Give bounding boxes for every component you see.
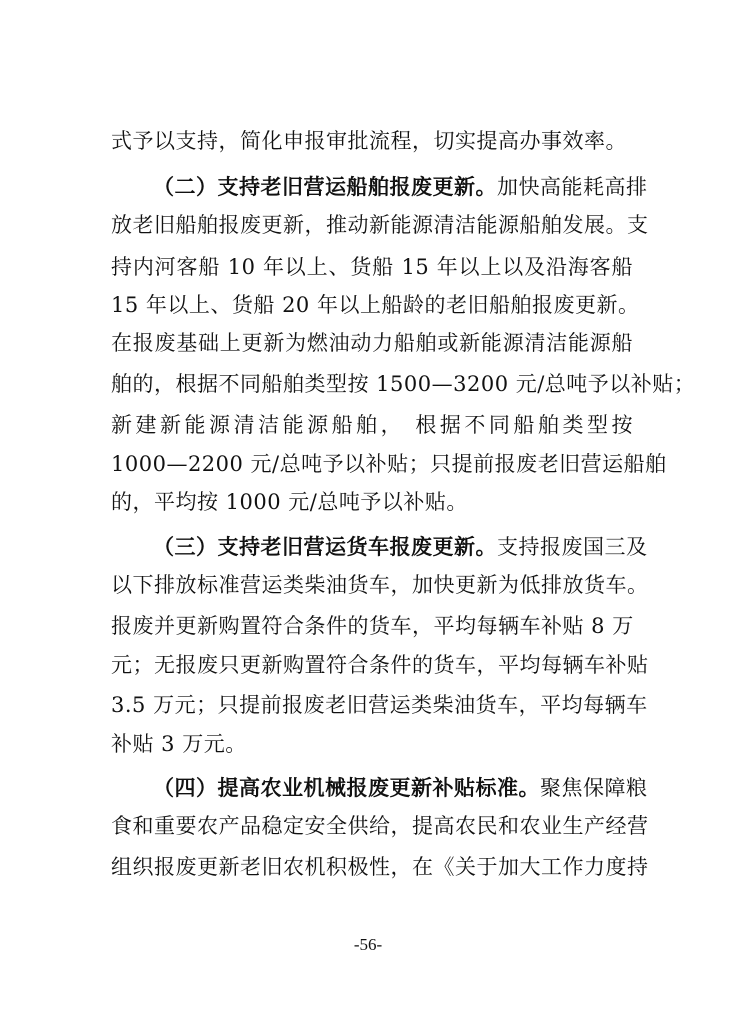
text-line: 舶的，根据不同船舶类型按 1500—3200 元/总吨予以补贴； xyxy=(111,372,696,396)
text-line: （二）支持老旧营运船舶报废更新。加快高能耗高排 xyxy=(153,174,648,199)
text-line: 以下排放标准营运类柴油货车，加快更新为低排放货车。 xyxy=(111,573,649,597)
page-number: -56- xyxy=(353,935,383,954)
text-line: （四）提高农业机械报废更新补贴标准。聚焦保障粮 xyxy=(153,775,648,800)
text-line: 食和重要农产品稳定安全供给，提高农民和农业生产经营 xyxy=(111,814,649,838)
text-line: 持内河客船 10 年以上、货船 15 年以上以及沿海客船 xyxy=(111,255,633,279)
text-line: 组织报废更新老旧农机积极性，在《关于加大工作力度持 xyxy=(111,855,649,879)
text-line: 1000—2200 元/总吨予以补贴；只提前报废老旧营运船舶 xyxy=(111,452,667,476)
text-line: 式予以支持，简化申报审批流程，切实提高办事效率。 xyxy=(111,129,627,153)
text-line: 报废并更新购置符合条件的货车，平均每辆车补贴 8 万 xyxy=(111,614,634,638)
text-line: （三）支持老旧营运货车报废更新。支持报废国三及 xyxy=(153,534,648,559)
section-heading: （二）支持老旧营运船舶报废更新。 xyxy=(153,174,497,199)
section-heading: （三）支持老旧营运货车报废更新。 xyxy=(153,534,497,559)
text-line: 放老旧船舶报废更新，推动新能源清洁能源船舶发展。支 xyxy=(111,213,649,237)
text-line: 的，平均按 1000 元/总吨予以补贴。 xyxy=(111,490,468,514)
text-line: 元；无报废只更新购置符合条件的货车，平均每辆车补贴 xyxy=(111,653,649,677)
section-heading: （四）提高农业机械报废更新补贴标准。 xyxy=(153,775,540,800)
text-line: 补贴 3 万元。 xyxy=(111,732,247,756)
text-line: 3.5 万元；只提前报废老旧营运类柴油货车，平均每辆车 xyxy=(111,693,648,717)
text-line: 在报废基础上更新为燃油动力船舶或新能源清洁能源船 xyxy=(111,331,633,355)
text-line: 新建新能源清洁能源船舶， 根据不同船舶类型按 xyxy=(111,413,633,437)
text-line: 15 年以上、货船 20 年以上船龄的老旧船舶报废更新。 xyxy=(111,293,640,317)
